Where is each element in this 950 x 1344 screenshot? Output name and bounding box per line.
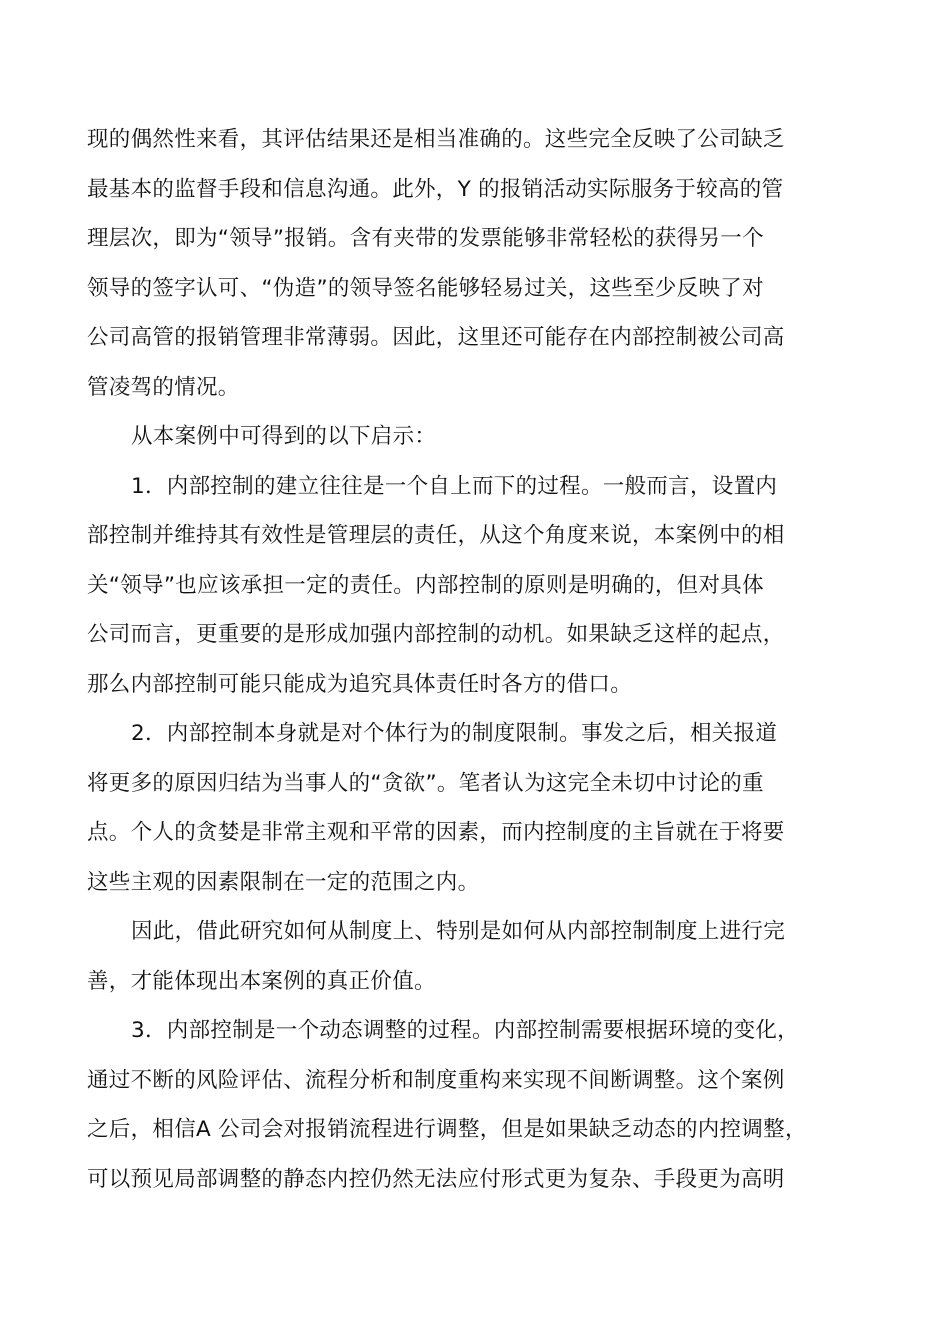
text-line: 这些主观的因素限制在一定的范围之内。 [87, 869, 480, 895]
document-page [87, 128, 807, 1217]
text-line: 之后，相信A 公司会对报销流程进行调整，但是如果缺乏动态的内控调整， [87, 1117, 807, 1142]
text-line: 公司而言，更重要的是形成加强内部控制的动机。如果缺乏这样的起点， [87, 622, 785, 647]
text-line: 将更多的原因归结为当事人的“贪欲”。笔者认为这完全未切中讨论的重 [87, 770, 764, 796]
text-line: 关“领导”也应该承担一定的责任。内部控制的原则是明确的，但对具体 [87, 572, 764, 598]
text-line: 最基本的监督手段和信息沟通。此外，Y 的报销活动实际服务于较高的管 [87, 176, 784, 202]
text-line: 管凌驾的情况。 [87, 374, 240, 400]
text-line: 通过不断的风险评估、流程分析和制度重构来实现不间断调整。这个案例 [87, 1067, 785, 1093]
text-line: 现的偶然性来看，其评估结果还是相当准确的。这些完全反映了公司缺乏 [87, 127, 785, 152]
text-line: 3．内部控制是一个动态调整的过程。内部控制需要根据环境的变化， [131, 1018, 799, 1043]
text-line: 2．内部控制本身就是对个体行为的制度限制。事发之后，相关报道 [131, 721, 778, 746]
text-line: 可以预见局部调整的静态内控仍然无法应付形式更为复杂、手段更为高明 [87, 1166, 785, 1192]
text-line: 1．内部控制的建立往往是一个自上而下的过程。一般而言，设置内 [131, 473, 778, 499]
text-line: 从本案例中可得到的以下启示： [131, 424, 437, 449]
text-line: 领导的签字认可、“伪造”的领导签名能够轻易过关，这些至少反映了对 [87, 275, 764, 301]
text-line: 因此，借此研究如何从制度上、特别是如何从内部控制制度上进行完 [131, 919, 786, 944]
text-line: 理层次，即为“领导”报销。含有夹带的发票能够非常轻松的获得另一个 [87, 226, 764, 251]
text-line: 部控制并维持其有效性是管理层的责任，从这个角度来说，本案例中的相 [87, 523, 785, 548]
text-line: 善，才能体现出本案例的真正价值。 [87, 968, 436, 994]
text-line: 那么内部控制可能只能成为追究具体责任时各方的借口。 [87, 671, 633, 697]
text-line: 公司高管的报销管理非常薄弱。因此，这里还可能存在内部控制被公司高 [87, 325, 785, 350]
text-line: 点。个人的贪婪是非常主观和平常的因素，而内控制度的主旨就在于将要 [87, 820, 785, 845]
